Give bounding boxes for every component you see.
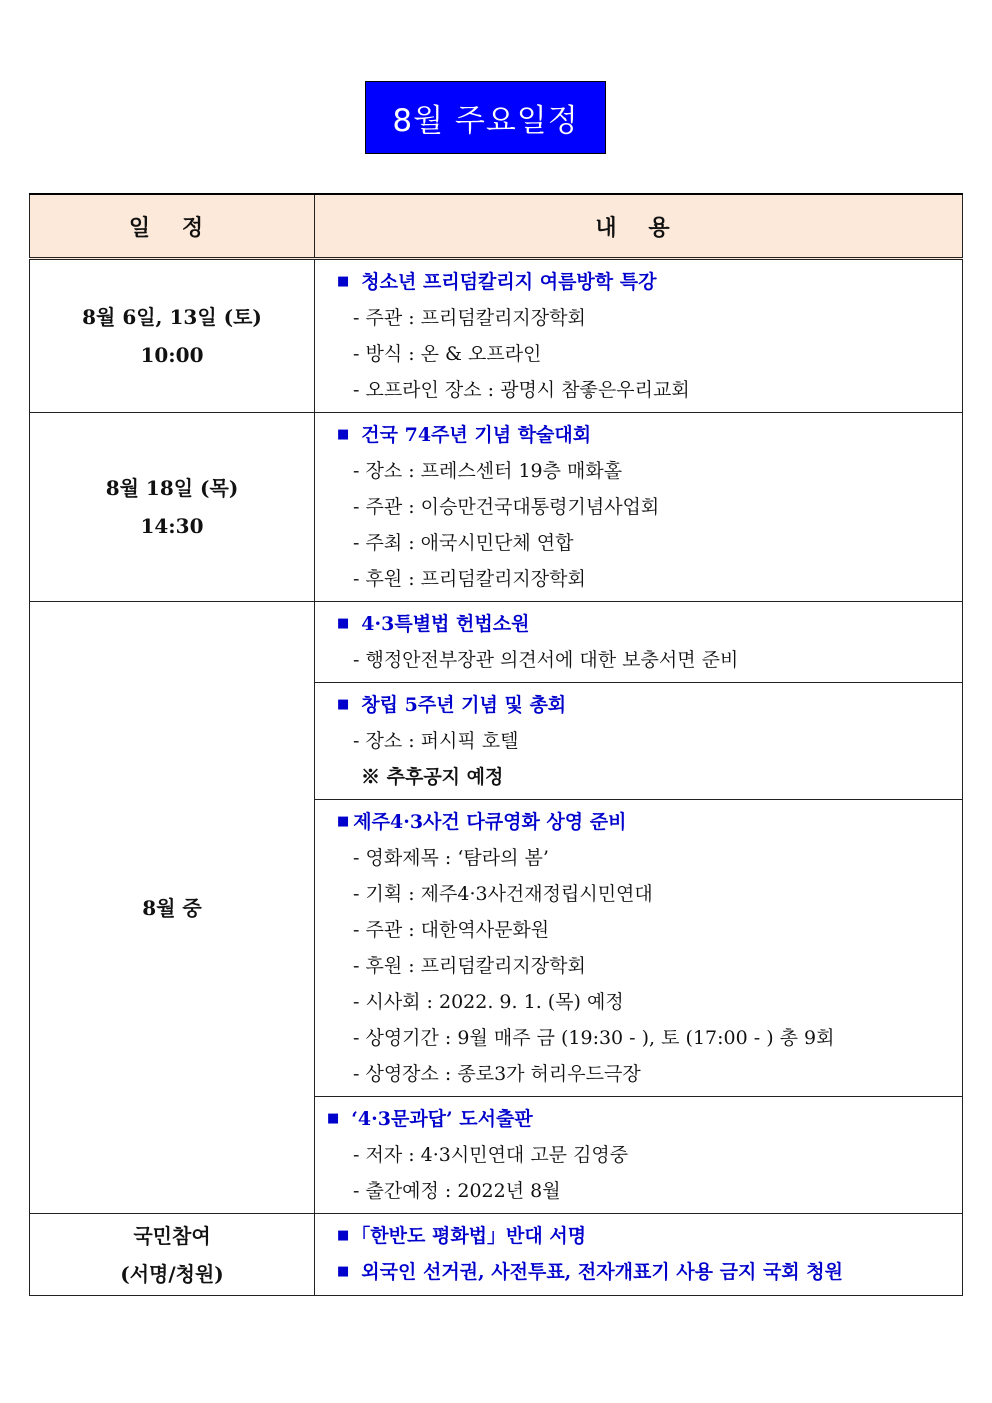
content-cell (315, 1097, 963, 1214)
bullet-square-icon: ■ (337, 814, 350, 829)
table-row (30, 1214, 963, 1296)
event-detail: - 상영기간 : 9월 매주 금 (19:30 - ), 토 (17:00 - ) 총 9회 (353, 1027, 835, 1049)
event-detail: - 영화제목 : ‘탐라의 봄’ (353, 847, 549, 869)
bullet-square-icon: ■ (337, 1264, 350, 1279)
event-detail: - 장소 : 프레스센터 19층 매화홀 (353, 460, 623, 482)
bullet-square-icon: ■ (337, 427, 350, 442)
page-title: 8월 주요일정 (392, 103, 579, 139)
event-heading: ■ 건국 74주년 기념 학술대회 (337, 424, 592, 446)
date-line: 14:30 (140, 514, 204, 538)
content-cell (315, 800, 963, 1097)
bullet-square-icon: ■ (337, 1228, 350, 1243)
event-heading: ■ ‘4·3문과답’ 도서출판 (327, 1108, 533, 1130)
event-detail: - 주최 : 애국시민단체 연합 (353, 532, 574, 554)
event-detail: - 행정안전부장관 의견서에 대한 보충서면 준비 (353, 649, 739, 671)
date-cell (30, 259, 315, 413)
date-line: 8월 18일 (목) (105, 476, 239, 500)
bullet-square-icon: ■ (337, 616, 350, 631)
event-detail: - 후원 : 프리덤칼리지장학회 (353, 955, 586, 977)
event-detail: - 기획 : 제주4·3사건재정립시민연대 (353, 883, 653, 905)
page-title-box (365, 81, 606, 154)
table-row (30, 602, 963, 683)
event-detail: - 방식 : 온 & 오프라인 (353, 343, 542, 365)
date-line: 국민참여 (133, 1223, 211, 1248)
content-cell (315, 1214, 963, 1296)
event-detail: - 상영장소 : 종로3가 허리우드극장 (353, 1063, 641, 1085)
event-detail: - 주관 : 대한역사문화원 (353, 919, 550, 941)
content-cell (315, 413, 963, 602)
content-cell (315, 602, 963, 683)
date-line: (서명/청원) (120, 1261, 224, 1286)
table-row (30, 413, 963, 602)
event-detail: - 시사회 : 2022. 9. 1. (목) 예정 (353, 991, 624, 1013)
schedule-table (29, 193, 963, 1296)
event-heading: ■ 외국인 선거권, 사전투표, 전자개표기 사용 금지 국회 청원 (337, 1261, 843, 1283)
event-heading: ■ 청소년 프리덤칼리지 여름방학 특강 (337, 271, 657, 293)
bullet-square-icon: ■ (337, 274, 350, 289)
content-cell (315, 683, 963, 800)
event-heading: ■ 제주4·3사건 다큐영화 상영 준비 (337, 811, 627, 833)
date-line: 8월 6일, 13일 (토) (82, 305, 262, 329)
event-detail: - 장소 : 퍼시픽 호텔 (353, 730, 519, 752)
event-heading: ■ 「한반도 평화법」반대 서명 (337, 1225, 587, 1247)
date-cell (30, 602, 315, 1214)
event-detail: - 출간예정 : 2022년 8월 (353, 1180, 561, 1202)
header-content: 내 용 (315, 194, 963, 259)
content-cell (315, 259, 963, 413)
bullet-square-icon: ■ (337, 697, 350, 712)
event-heading: ■ 창립 5주년 기념 및 총회 (337, 694, 567, 716)
event-detail: - 주관 : 이승만건국대통령기념사업회 (353, 496, 660, 518)
event-detail: - 주관 : 프리덤칼리지장학회 (353, 307, 586, 329)
event-detail: - 후원 : 프리덤칼리지장학회 (353, 568, 586, 590)
header-date: 일 정 (30, 194, 315, 259)
table-header-row (30, 194, 963, 259)
event-heading: ■ 4·3특별법 헌법소원 (337, 613, 530, 635)
date-cell (30, 1214, 315, 1296)
event-note: ※ 추후공지 예정 (361, 766, 504, 788)
date-line: 10:00 (140, 343, 204, 367)
table-row (30, 259, 963, 413)
date-line: 8월 중 (142, 895, 202, 920)
date-cell (30, 413, 315, 602)
event-detail: - 저자 : 4·3시민연대 고문 김영중 (353, 1144, 629, 1166)
event-detail: - 오프라인 장소 : 광명시 참좋은우리교회 (353, 379, 690, 401)
bullet-square-icon: ■ (327, 1111, 340, 1126)
